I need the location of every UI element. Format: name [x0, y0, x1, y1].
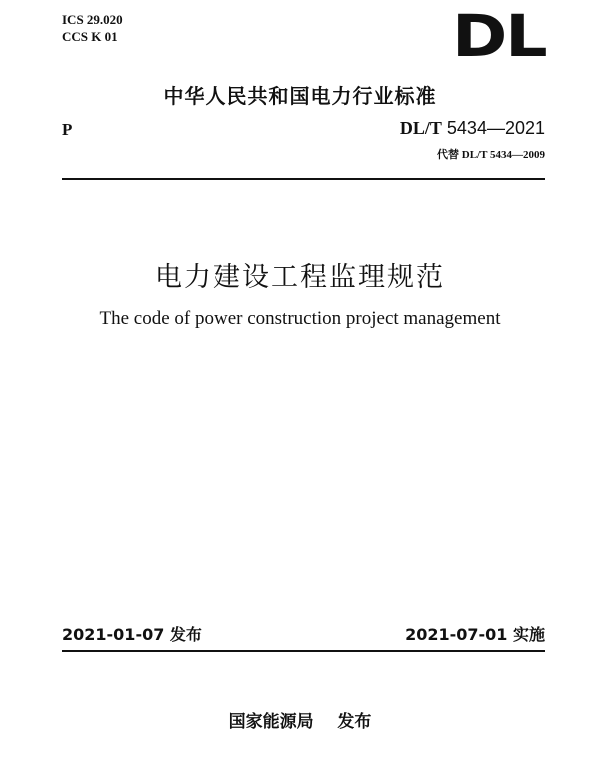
bottom-divider — [62, 650, 545, 652]
implementation-date: 2021-07-01 实施 — [405, 625, 545, 644]
classification-code: P — [62, 120, 73, 139]
issuer-title: 中华人民共和国电力行业标准 — [163, 84, 437, 108]
ccs-code: CCS K 01 — [62, 29, 118, 44]
chinese-title: 电力建设工程监理规范 — [155, 262, 445, 293]
top-divider — [62, 178, 545, 180]
replaces-standard: 代替 DL/T 5434—2009 — [437, 149, 545, 161]
document-codes — [62, 11, 123, 45]
ics-code: ICS 29.020 — [62, 12, 123, 27]
publish-date: 2021-01-07 发布 — [62, 625, 202, 644]
standard-prefix: DL/T — [399, 118, 442, 138]
english-title: The code of power construction project management — [99, 308, 501, 329]
publisher: 国家能源局 发布 — [228, 712, 372, 732]
standard-number — [400, 118, 545, 139]
standard-code: 5434—2021 — [446, 118, 545, 138]
dl-logo: DL — [452, 2, 546, 70]
